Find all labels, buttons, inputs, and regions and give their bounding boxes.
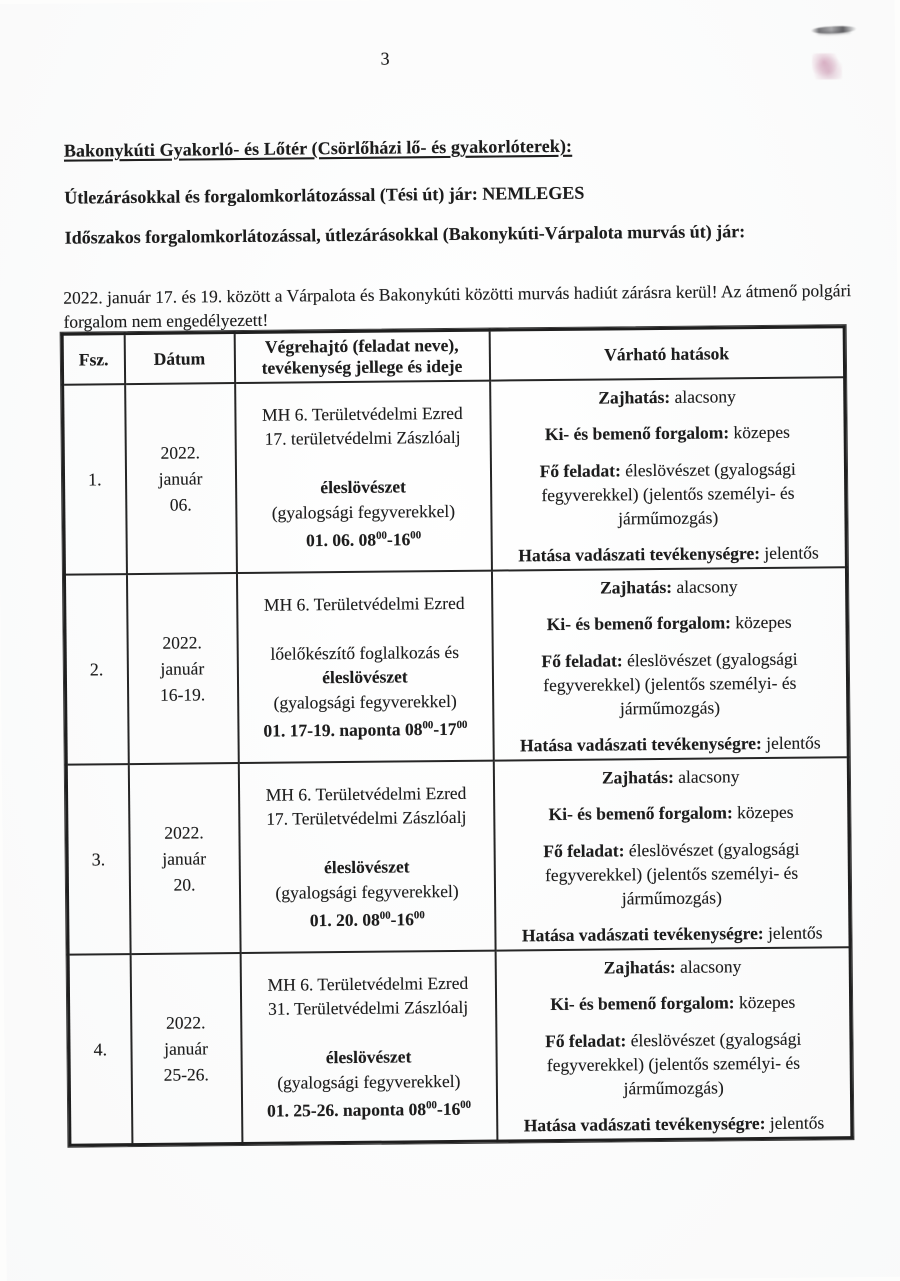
- cell-effects: [495, 947, 852, 1141]
- effects-stack: [491, 378, 845, 569]
- cell-fsz: 1.: [63, 384, 127, 575]
- cell-fsz: 3.: [66, 764, 130, 955]
- doc-title: Bakonykúti Gyakorló- és Lőtér (Csörlőházi lő- és gyakorlóterek):: [63, 135, 573, 161]
- table-header-row: [62, 327, 844, 385]
- effect-line: Hatása vadászati tevékenységre: jelentős: [523, 1112, 825, 1136]
- schedule-table: [61, 325, 854, 1146]
- effect-line: Hatása vadászati tevékenységre: jelentős: [521, 922, 823, 946]
- col-header-vegrehajto: Végrehajtó (feladat neve), tevékenység jellege és ideje: [234, 330, 489, 383]
- col-header-fsz: Fsz.: [62, 334, 124, 385]
- task-lines: MH 6. Területvédelmi Ezred 17. Területvédelmi Zászlóalj éleslövészet (gyalogsági fegyverekkel) 01. 20. $08^{00}-16^{00}$: [265, 782, 467, 931]
- effect-line: Zajhatás: alacsony: [599, 576, 738, 598]
- cell-task: [238, 761, 495, 953]
- task-lines: MH 6. Területvédelmi Ezred 31. Területvédelmi Zászlóalj éleslövészet (gyalogsági fegyverekkel) 01. 25-26. naponta $08^{00}-16^{00}$: [267, 972, 472, 1121]
- cell-datum: 2022. január 16-19.: [126, 573, 238, 764]
- page-number: 3: [380, 48, 390, 69]
- col-header-varhato: Várható hatások: [489, 327, 844, 381]
- table-row: [64, 567, 848, 764]
- table-row: [63, 377, 847, 574]
- effect-line: Zajhatás: alacsony: [603, 956, 742, 978]
- cell-datum: 2022. január 06.: [125, 383, 237, 574]
- table-row: [66, 757, 850, 954]
- effect-line: Fő feladat: éleslövészet (gyalogsági fegyverekkel) (jelentős személyi- és járműmozgás): [545, 1028, 802, 1099]
- cell-task: [235, 381, 492, 573]
- task-lines: MH 6. Területvédelmi Ezred lőelőkészítő foglalkozás és éleslövészet (gyalogsági fegyverekkel) 01. 17-19. naponta $08^{00}-17^{00}$: [263, 592, 468, 741]
- effect-line: Ki- és bemenő forgalom: közepes: [548, 802, 794, 825]
- cell-effects: [491, 567, 848, 760]
- effects-stack: [494, 758, 848, 949]
- cell-task: [240, 951, 497, 1144]
- effect-line: Zajhatás: alacsony: [601, 766, 740, 788]
- task-lines: MH 6. Területvédelmi Ezred 17. területvédelmi Zászlóalj éleslövészet (gyalogsági fegyverekkel) 01. 06. $08^{00}-16^{00}$: [262, 402, 463, 551]
- cell-fsz: 2.: [64, 574, 128, 765]
- cell-datum: 2022. január 25-26.: [130, 953, 242, 1145]
- effect-line: Ki- és bemenő forgalom: közepes: [544, 422, 790, 445]
- effect-line: Fő feladat: éleslövészet (gyalogsági fegyverekkel) (jelentős személyi- és járműmozgás): [543, 838, 800, 909]
- effects-stack: [496, 948, 850, 1139]
- scan-artifact-pink: [812, 53, 842, 79]
- effect-line: Ki- és bemenő forgalom: közepes: [546, 612, 792, 635]
- subtitle-tesi-ut: Útlezárásokkal és forgalomkorlátozással (Tési út) jár: NEMLEGES: [64, 182, 585, 208]
- closure-notice: 2022. január 17. és 19. között a Várpalota és Bakonykúti közötti murvás hadiút zárásra kerül! Az átmenő polgári forgalom nem engedélyezett!: [63, 279, 852, 332]
- effect-line: Hatása vadászati tevékenységre: jelentős: [518, 542, 819, 566]
- effects-stack: [492, 568, 846, 759]
- effect-line: Fő feladat: éleslövészet (gyalogsági fegyverekkel) (jelentős személyi- és járműmozgás): [539, 458, 796, 529]
- cell-effects: [493, 757, 850, 950]
- scan-artifact-grey: [811, 25, 857, 34]
- effect-line: Fő feladat: éleslövészet (gyalogsági fegyverekkel) (jelentős személyi- és járműmozgás): [541, 648, 798, 719]
- subtitle-murvas-ut: Időszakos forgalomkorlátozással, útlezárásokkal (Bakonykúti-Várpalota murvás út) jár:: [64, 221, 746, 248]
- table-row: [68, 947, 852, 1145]
- effect-line: Ki- és bemenő forgalom: közepes: [550, 992, 796, 1015]
- cell-task: [236, 571, 493, 763]
- cell-effects: [490, 377, 847, 570]
- effect-line: Zajhatás: alacsony: [598, 386, 736, 408]
- effect-line: Hatása vadászati tevékenységre: jelentős: [520, 732, 821, 756]
- table-body: [63, 377, 852, 1145]
- cell-fsz: 4.: [68, 954, 132, 1145]
- col-header-datum: Dátum: [124, 333, 234, 385]
- cell-datum: 2022. január 20.: [128, 763, 240, 954]
